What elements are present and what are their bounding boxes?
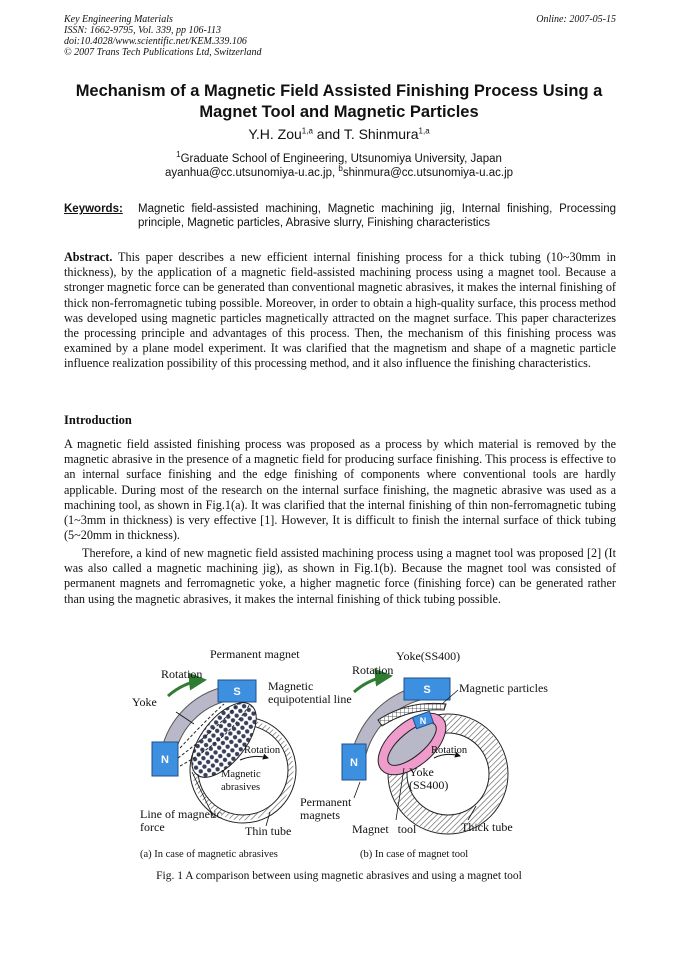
label-rotation-a: Rotation [161, 667, 203, 681]
online-date: Online: 2007-05-15 [536, 14, 616, 25]
author-1-sup: 1,a [301, 126, 313, 136]
magnet-s-label-b: S [423, 684, 431, 696]
introduction-heading: Introduction [64, 413, 132, 427]
keywords-label: Keywords: [64, 203, 123, 215]
label-abrasives: Magnetic abrasives [221, 769, 261, 793]
magnet-s-label-a: S [233, 686, 241, 698]
figure-1-caption: Fig. 1 A comparison between using magnetic abrasives and using a magnet tool [156, 870, 522, 882]
caption-b: (b) In case of magnet tool [360, 849, 469, 860]
label-magnet-tool: Magnet tool [352, 822, 417, 836]
label-line-force: Line of magnetic force [140, 807, 222, 834]
doi-line: doi:10.4028/www.scientific.net/KEM.339.106 [64, 36, 247, 47]
keywords-text: Magnetic field-assisted machining, Magnetic machining jig, Internal finishing, Processing principle, Magnetic particles, Abrasive slurry, Finishing characteristics [138, 203, 616, 229]
label-permanent-magnet: Permanent magnet [210, 647, 300, 661]
issn-line: ISSN: 1662-9795, Vol. 339, pp 106-113 [64, 25, 222, 36]
abstract-label: Abstract. [64, 250, 113, 264]
magnet-n-label-b: N [350, 757, 358, 769]
label-rotation-inner-a: Rotation [244, 745, 281, 756]
introduction-paragraph-2: Therefore, a kind of new magnetic field assisted machining process using a magnet tool was proposed [2] (It was also called a magnetic machining jig), as shown in Fig.1(b). Because the magnet tool was consisted of permanent magnets and ferromagnetic yoke, a higher magnetic force (finishing force) can be generated rather than using the magnetic abrasives, it makes the internal finishing of thick tubing possible. [64, 546, 616, 606]
label-yoke-top-b: Yoke(SS400) [396, 649, 461, 663]
label-magnetic-particles: Magnetic particles [459, 681, 548, 695]
introduction-paragraph-1: A magnetic field assisted finishing process was proposed as a process by which material is removed by the magnetic abrasive in the presence of a magnetic field for producing surface finishing. This process is effective to an internal surface finishing and the edge finishing of components where conventional tools are hardly applicable. During most of the research on the internal surface finishing, the magnetic abrasive was used as a machining tool, as shown in Fig.1(a). It was clarified that the internal finishing of thin non-ferromagnetic tubing (1~3mm in thickness) is very effective [1]. However, It is difficult to finish the internal surface of thick tubing (5~20mm in thickness). [64, 437, 616, 543]
label-permanent-magnets: Permanent magnets [300, 795, 352, 822]
label-yoke-a: Yoke [132, 695, 157, 709]
label-equipotential: Magnetic equipotential line [268, 679, 352, 706]
rotation-arrow-a [168, 680, 204, 696]
affiliation [0, 152, 678, 180]
paper-title: Mechanism of a Magnetic Field Assisted Finishing Process Using a Magnet Tool and Magnetic Particles [75, 82, 603, 121]
affil-line: Graduate School of Engineering, Utsunomiya University, Japan [180, 153, 502, 165]
keywords-block [64, 202, 616, 230]
author-1: Y.H. Zou [248, 126, 302, 142]
email-2[interactable]: shinmura@cc.utsunomiya-u.ac.jp [342, 167, 514, 179]
journal-name: Key Engineering Materials [64, 14, 173, 25]
figure-1 [128, 648, 588, 866]
abstract [64, 250, 616, 372]
label-thick-tube: Thick tube [461, 820, 513, 834]
magnet-n-label-a: N [161, 754, 169, 766]
label-rotation-b: Rotation [352, 663, 394, 677]
author-2-sup: 1,a [418, 126, 430, 136]
label-yoke-inner-b: Yoke (SS400) [409, 765, 449, 792]
author-line [0, 126, 678, 142]
copyright-line: © 2007 Trans Tech Publications Ltd, Switzerland [64, 47, 262, 58]
email-2-sup: b [338, 164, 343, 174]
label-thin-tube: Thin tube [245, 824, 292, 838]
journal-header [64, 14, 616, 58]
small-magnet-n-label: N [419, 716, 427, 726]
affil-sup: 1 [176, 150, 181, 160]
author-2: T. Shinmura [343, 126, 419, 142]
abstract-text: This paper describes a new efficient internal finishing process for a thick tubing (10~30mm in thickness), by the application of a magnetic field-assisted machining process using a magnet tool. Because a stronger magnetic force can be generated than conventional magnetic abrasives, it makes the internal finishing of thick non-ferromagnetic tubing possible. Moreover, in order to obtain a high-quality surface, this process method was developed using magnetic particles magnetically attracted on the magnet surface. This paper characterizes the processing principle and advantages of this process. Then, the mechanism of this finishing process was examined by a plane model experiment. It was clarified that the magnetism and shape of a magnetic particle influence realization possibility of this processing method, and it also influence the finishing characteristics. [64, 250, 616, 371]
author-and: and [312, 126, 344, 142]
email-1[interactable]: ayanhua@cc.utsunomiya-u.ac.jp, [164, 167, 339, 179]
caption-a: (a) In case of magnetic abrasives [140, 849, 278, 860]
label-rotation-inner-b: Rotation [431, 745, 468, 756]
